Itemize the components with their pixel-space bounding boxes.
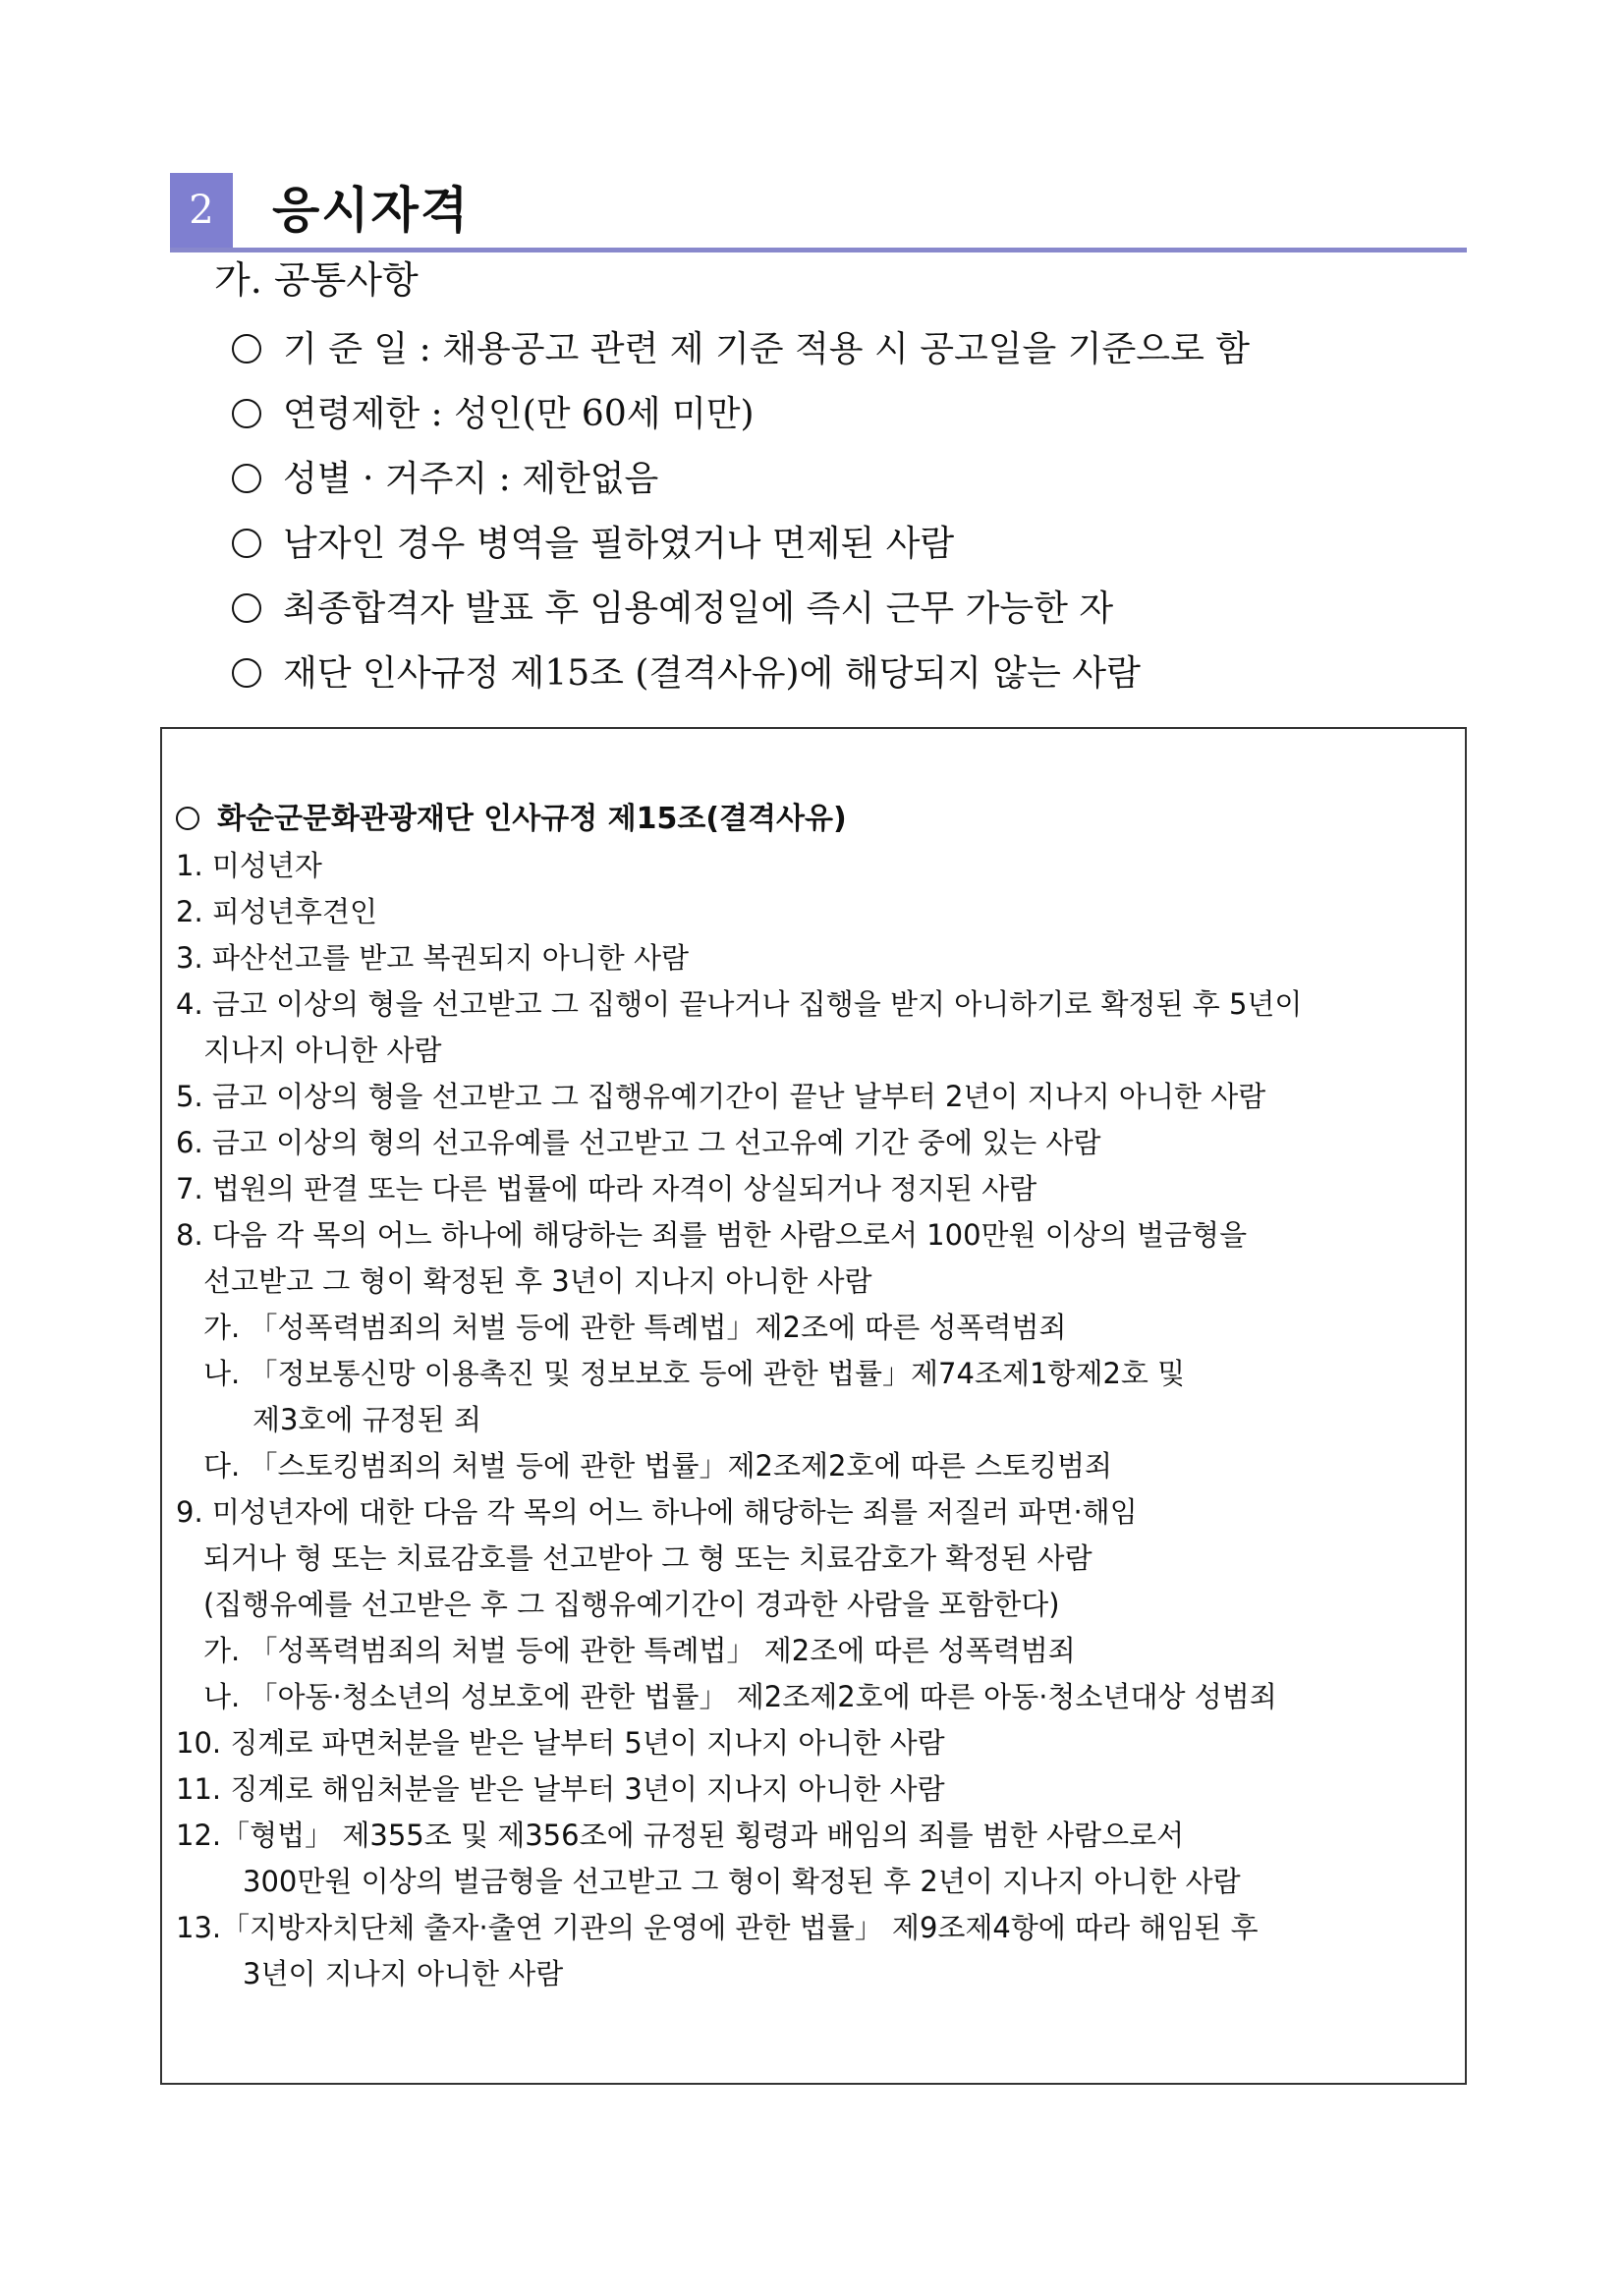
disqualification-box (160, 727, 1467, 2085)
circle-bullet-icon (232, 399, 261, 428)
list-item (232, 515, 1470, 580)
rule-line: (집행유예를 선고받은 후 그 집행유예기간이 경과한 사람을 포함한다) (203, 1588, 1060, 1621)
rule-line: 다. 「스토킹범죄의 처벌 등에 관한 법률」제2조제2호에 따른 스토킹범죄 (203, 1449, 1113, 1483)
list-item-text: 재단 인사규정 제15조 (결격사유)에 해당되지 않는 사람 (283, 653, 1141, 694)
list-item (232, 450, 1470, 515)
rule-line: 나. 「아동·청소년의 성보호에 관한 법률」 제2조제2호에 따른 아동·청소년대상 성범죄 (203, 1680, 1277, 1713)
circle-bullet-icon (176, 807, 199, 830)
rule-line: 10. 징계로 파면처분을 받은 날부터 5년이 지나지 아니한 사람 (176, 1726, 945, 1760)
box-title (176, 798, 847, 841)
section-title: 응시자격 (272, 182, 471, 239)
list-item (232, 320, 1470, 385)
rule-line: 3. 파산선고를 받고 복권되지 아니한 사람 (176, 941, 689, 975)
rule-line: 12.「형법」 제355조 및 제356조에 규정된 횡령과 배임의 죄를 범한 사람으로서 (176, 1819, 1185, 1852)
list-item-text: 기 준 일 : 채용공고 관련 제 기준 적용 시 공고일을 기준으로 함 (283, 329, 1251, 369)
circle-bullet-icon (232, 529, 261, 558)
rule-line: 13.「지방자치단체 출자·출연 기관의 운영에 관한 법률」 제9조제4항에 따라 해임된 후 (176, 1911, 1259, 1944)
list-item (232, 580, 1470, 644)
rule-line: 가. 「성폭력범죄의 처벌 등에 관한 특례법」 제2조에 따른 성폭력범죄 (203, 1634, 1076, 1667)
rule-line: 11. 징계로 해임처분을 받은 날부터 3년이 지나지 아니한 사람 (176, 1772, 945, 1806)
circle-bullet-icon (232, 658, 261, 688)
section-number: 2 (170, 173, 233, 248)
section-divider (170, 248, 1467, 252)
list-item-text: 최종합격자 발표 후 임용예정일에 즉시 근무 가능한 자 (283, 588, 1114, 629)
rule-line: 제3호에 규정된 죄 (252, 1403, 481, 1436)
section-header (170, 173, 1467, 252)
rule-line: 선고받고 그 형이 확정된 후 3년이 지나지 아니한 사람 (203, 1264, 872, 1298)
rule-line: 7. 법원의 판결 또는 다른 법률에 따라 자격이 상실되거나 정지된 사람 (176, 1172, 1037, 1205)
disqualification-list (176, 843, 1453, 1997)
list-item-text: 남자인 경우 병역을 필하였거나 면제된 사람 (283, 524, 955, 564)
qualification-list (232, 320, 1470, 709)
circle-bullet-icon (232, 464, 261, 493)
rule-line: 6. 금고 이상의 형의 선고유예를 선고받고 그 선고유예 기간 중에 있는 사람 (176, 1126, 1101, 1159)
rule-line: 나. 「정보통신망 이용촉진 및 정보보호 등에 관한 법률」제74조제1항제2호 및 (203, 1357, 1186, 1390)
rule-line: 지나지 아니한 사람 (203, 1034, 442, 1067)
rule-line: 1. 미성년자 (176, 849, 322, 882)
list-item-text: 성별 · 거주지 : 제한없음 (283, 459, 659, 499)
rule-line: 8. 다음 각 목의 어느 하나에 해당하는 죄를 범한 사람으로서 100만원 이상의 벌금형을 (176, 1218, 1248, 1252)
rule-line: 가. 「성폭력범죄의 처벌 등에 관한 특례법」제2조에 따른 성폭력범죄 (203, 1311, 1067, 1344)
list-item (232, 644, 1470, 709)
box-title-text: 화순군문화관광재단 인사규정 제15조(결격사유) (217, 802, 847, 836)
circle-bullet-icon (232, 334, 261, 364)
rule-line: 9. 미성년자에 대한 다음 각 목의 어느 하나에 해당하는 죄를 저질러 파면·해임 (176, 1495, 1138, 1529)
rule-line: 2. 피성년후견인 (176, 895, 377, 928)
list-item (232, 385, 1470, 450)
circle-bullet-icon (232, 593, 261, 623)
subheading: 가. 공통사항 (214, 258, 419, 302)
rule-line: 4. 금고 이상의 형을 선고받고 그 집행이 끝나거나 집행을 받지 아니하기로 확정된 후 5년이 (176, 987, 1303, 1021)
rule-line: 3년이 지나지 아니한 사람 (243, 1957, 564, 1990)
rule-line: 되거나 형 또는 치료감호를 선고받아 그 형 또는 치료감호가 확정된 사람 (203, 1541, 1092, 1575)
rule-line: 5. 금고 이상의 형을 선고받고 그 집행유예기간이 끝난 날부터 2년이 지나지 아니한 사람 (176, 1080, 1266, 1113)
list-item-text: 연령제한 : 성인(만 60세 미만) (283, 394, 755, 434)
rule-line: 300만원 이상의 벌금형을 선고받고 그 형이 확정된 후 2년이 지나지 아니한 사람 (243, 1865, 1241, 1898)
